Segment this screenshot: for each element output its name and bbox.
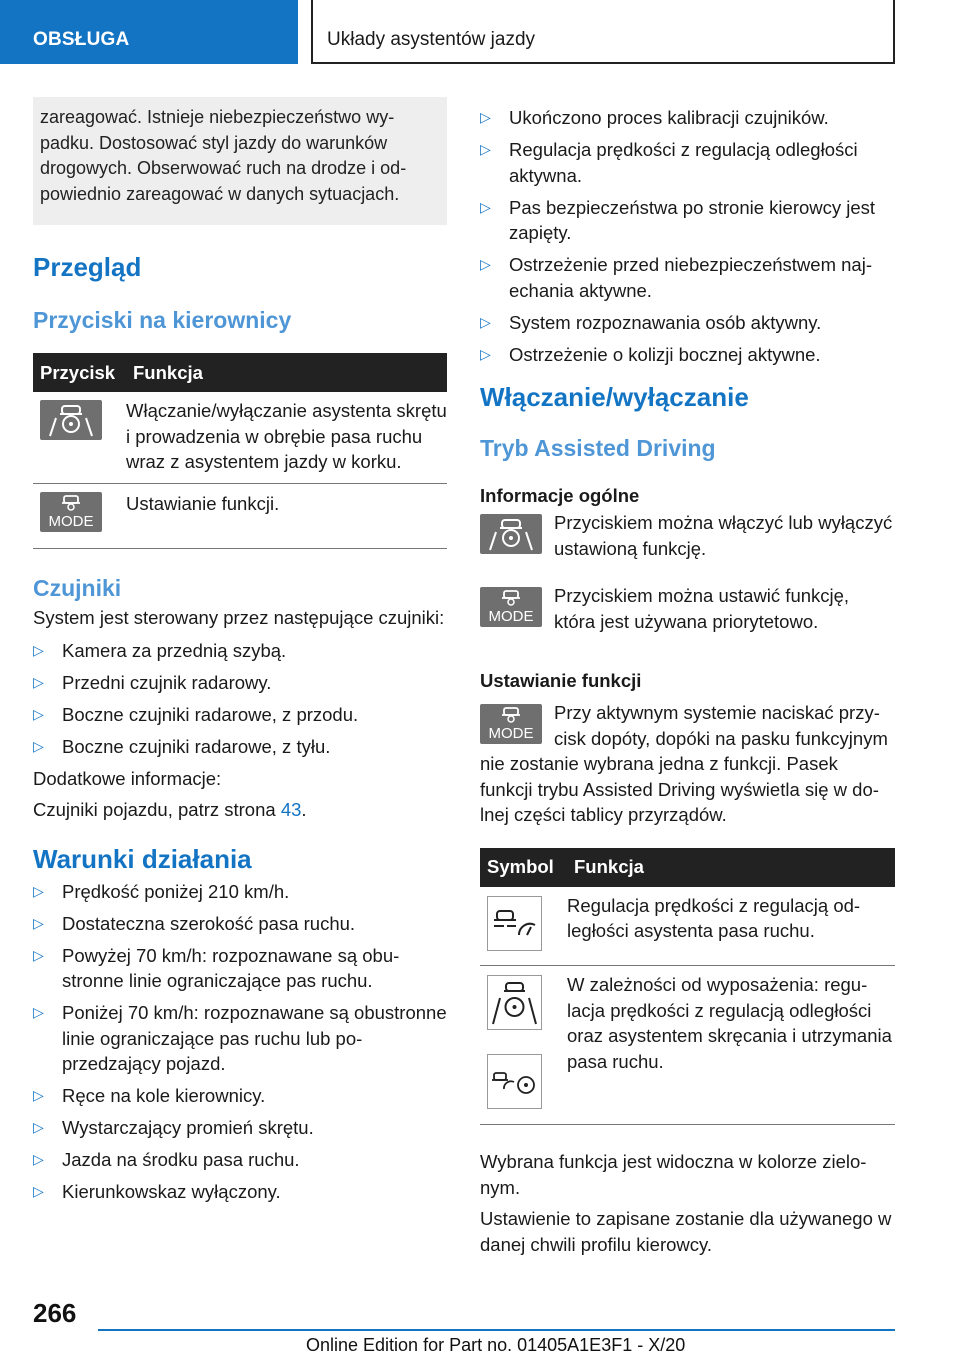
extra-info-text: Czujniki pojazdu, patrz strona xyxy=(33,799,276,820)
list-item: ▷ Prędkość poniżej 210 km/h. xyxy=(33,879,447,905)
list-item: ▷ Boczne czujniki radarowe, z tyłu. xyxy=(33,734,447,760)
list-item: ▷ Pas bezpieczeństwa po stronie kierowcy jest zapięty. xyxy=(480,195,895,246)
buttons-table xyxy=(33,353,447,549)
footer-divider xyxy=(98,1329,895,1331)
saved-text: Ustawienie to zapisane zostanie dla używanego w danej chwili profilu kierowcy. xyxy=(480,1208,892,1255)
function-cell: Włączanie/wyłączanie asystenta skrętu i prowadzenia w obrębie pasa ruchu wraz z asystentem jazdy w korku. xyxy=(126,392,447,483)
chapter-header xyxy=(311,0,895,64)
list-item: ▷ Kamera za przednią szybą. xyxy=(33,638,447,664)
list-item: ▷ Kierunkowskaz wyłączony. xyxy=(33,1179,447,1205)
section-tab xyxy=(0,0,298,64)
list-item: ▷ Wystarczający promień skrętu. xyxy=(33,1115,447,1141)
mode-label: MODE xyxy=(48,512,94,530)
mode-heading: Tryb Assisted Driving xyxy=(480,435,716,461)
warning-box xyxy=(33,97,447,225)
list-item: ▷ Dostateczna szerokość pasa ruchu. xyxy=(33,911,447,937)
mode-label: MODE xyxy=(488,725,534,742)
symbol-table xyxy=(480,848,895,1126)
extra-info xyxy=(33,797,447,823)
table-row xyxy=(480,966,895,1125)
conditions-heading: Warunki działania xyxy=(33,843,252,874)
mode-button-icon xyxy=(40,492,102,532)
table-row xyxy=(480,887,895,966)
list-item: ▷ Ukończono proces kalibracji czujników. xyxy=(480,105,895,131)
list-item: ▷ Powyżej 70 km/h: rozpoznawane są obustronne linie ograniczające pas ruchu. xyxy=(33,943,447,994)
sensors-intro: System jest sterowany przez następujące czujniki: xyxy=(33,607,445,628)
steering-assist-button-icon xyxy=(40,400,102,440)
mode-button-icon xyxy=(480,704,542,744)
left-column xyxy=(33,97,447,1211)
list-item: ▷ Poniżej 70 km/h: rozpoznawane są obustronne linie ograniczające pas ruchu lub poprzedzający pojazd. xyxy=(33,1000,447,1077)
page-link[interactable]: 43 xyxy=(280,799,302,820)
list-item: ▷ Ostrzeżenie przed niebezpieczeństwem najechania aktywne. xyxy=(480,252,895,303)
table-header-row xyxy=(33,353,447,392)
warning-text: zareagować. Istnieje niebezpieczeństwo wypadku. Dostosować styl jazdy do warunków drogowych. Obserwować ruch na drodze i odpowiednio zareagować w danych sytuacjach. xyxy=(40,107,407,204)
general-text-1: Przyciskiem można włączyć lub wyłączyć ustawioną funkcję. xyxy=(554,512,893,559)
general-text-2: Przyciskiem można ustawić funkcję, która jest używana priorytetowo. xyxy=(554,585,850,632)
list-item: ▷ Przedni czujnik radarowy. xyxy=(33,670,447,696)
extra-info-end: . xyxy=(301,799,307,820)
setting-block xyxy=(480,700,895,828)
steering-assist-button-icon xyxy=(480,514,542,554)
distance-control-icon xyxy=(487,896,542,951)
conditions-list-continued xyxy=(480,105,895,367)
list-item: ▷ Boczne czujniki radarowe, z przodu. xyxy=(33,702,447,728)
general-item-mode xyxy=(480,583,895,634)
table-row xyxy=(33,392,447,483)
table-header-row xyxy=(480,848,895,887)
list-item: ▷ Regulacja prędkości z regulacją odległości aktywna. xyxy=(480,137,895,188)
column-header-button: Przycisk xyxy=(33,353,126,392)
column-header-function: Funkcja xyxy=(567,848,895,887)
function-cell: Ustawianie funkcji. xyxy=(126,483,447,549)
function-cell: Regulacja prędkości z regulacją odległości asystenta pasa ruchu. xyxy=(567,887,895,966)
function-cell: W zależności od wyposażenia: regulacja prędkości z regulacją odległości oraz asystentem skręcania i utrzymania pasa ruchu. xyxy=(567,966,895,1125)
list-item: ▷ Ostrzeżenie o kolizji bocznej aktywne. xyxy=(480,342,895,368)
chapter-title: Układy asystentów jazdy xyxy=(327,29,536,50)
column-header-function: Funkcja xyxy=(126,353,447,392)
page-number: 266 xyxy=(33,1298,77,1328)
setting-heading: Ustawianie funkcji xyxy=(480,670,642,691)
extra-info-label: Dodatkowe informacje: xyxy=(33,767,222,789)
general-item-onoff xyxy=(480,510,895,561)
mode-button-icon xyxy=(480,587,542,627)
column-header-symbol: Symbol xyxy=(480,848,567,887)
list-item: ▷ System rozpoznawania osób aktywny. xyxy=(480,310,895,336)
list-item: ▷ Ręce na kole kierownicy. xyxy=(33,1083,447,1109)
list-item: ▷ Jazda na środku pasa ruchu. xyxy=(33,1147,447,1173)
sensors-heading: Czujniki xyxy=(33,575,122,601)
edition-text: Online Edition for Part no. 01405A1E3F1 - X/20 xyxy=(306,1335,686,1355)
mode-label: MODE xyxy=(488,608,534,625)
table-row xyxy=(33,483,447,549)
selected-text: Wybrana funkcja jest widoczna w kolorze zielonym. xyxy=(480,1151,867,1198)
conditions-list xyxy=(33,879,447,1205)
section-title: OBSŁUGA xyxy=(33,29,130,50)
right-column xyxy=(480,97,895,1257)
steering-assist-icon xyxy=(487,975,542,1030)
setting-text: Przy aktywnym systemie naciskać przycisk dopóty, dopóki na pasku funkcyjnym nie zostanie wybrana jedna z funkcji. Pasek funkcji trybu Assisted Driving wyświetla się w dolnej części tablicy przyrządów. xyxy=(480,702,888,825)
overview-heading: Przegląd xyxy=(33,252,142,282)
buttons-heading: Przyciski na kierownicy xyxy=(33,307,292,333)
distance-steering-icon xyxy=(487,1054,542,1109)
general-heading: Informacje ogólne xyxy=(480,485,640,506)
onoff-heading: Włączanie/wyłączanie xyxy=(480,382,749,412)
sensors-list xyxy=(33,638,447,760)
